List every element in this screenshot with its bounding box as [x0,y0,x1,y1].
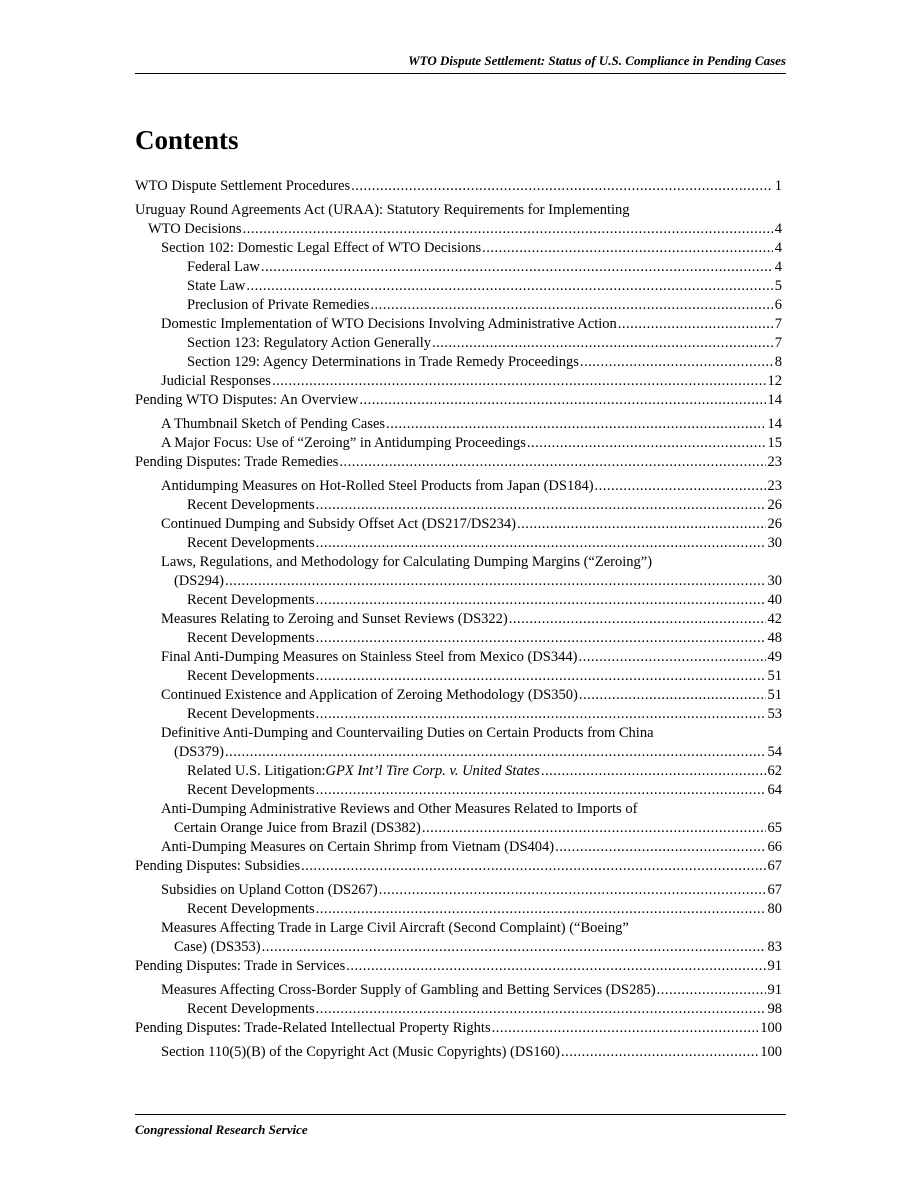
toc-entry[interactable] [135,762,782,781]
toc-page-number: 8 [774,354,782,370]
dot-leader [261,258,773,277]
toc-entry[interactable] [135,453,782,472]
toc-page-number: 62 [767,763,782,779]
toc-page-number: 1 [774,178,782,194]
toc-page-number: 23 [767,454,782,470]
toc-page-number: 80 [767,901,782,917]
toc-entry-title: Judicial Responses [161,373,271,389]
toc-page-number: 23 [767,478,782,494]
toc-entry-title: Pending Disputes: Trade in Services [135,958,346,974]
dot-leader [339,453,765,472]
dot-leader [379,881,766,900]
dot-leader [316,705,766,724]
toc-entry[interactable] [135,838,782,857]
header-rule [135,73,786,74]
toc-entry-title: (DS294) [174,573,224,589]
toc-page-number: 67 [767,882,782,898]
dot-leader [225,572,766,591]
dot-leader [386,415,765,434]
running-header: WTO Dispute Settlement: Status of U.S. Compliance in Pending Cases [408,53,786,68]
toc-entry-case-name: GPX Int’l Tire Corp. v. United States [325,763,540,779]
dot-leader [618,315,773,334]
toc-entry-title: Recent Developments [187,592,315,608]
dot-leader [370,296,772,315]
toc-entry[interactable] [135,353,782,372]
toc-entry[interactable] [135,534,782,553]
toc-entry[interactable] [135,724,782,762]
dot-leader [492,1019,759,1038]
dot-leader [316,534,766,553]
toc-page-number: 67 [767,858,782,874]
toc-page-number: 49 [767,649,782,665]
footer-rule [135,1114,786,1115]
toc-entry[interactable] [135,648,782,667]
toc-page-number: 5 [774,278,782,294]
toc-entry-title: Final Anti-Dumping Measures on Stainless Steel from Mexico (DS344) [161,649,578,665]
toc-entry[interactable] [135,201,782,239]
toc-entry[interactable] [135,800,782,838]
toc-entry[interactable] [135,667,782,686]
toc-entry[interactable] [135,881,782,900]
dot-leader [509,610,766,629]
dot-leader [316,900,766,919]
toc-entry-title: Recent Developments [187,630,315,646]
dot-leader [359,391,765,410]
dot-leader [246,277,772,296]
toc-entry[interactable] [135,705,782,724]
toc-page-number: 53 [767,706,782,722]
dot-leader [316,781,766,800]
dot-leader [346,957,765,976]
toc-page-number: 54 [767,744,782,760]
dot-leader [595,477,766,496]
toc-page-number: 66 [767,839,782,855]
toc-entry-title-line: Anti-Dumping Administrative Reviews and Other Measures Related to Imports of [161,801,638,817]
dot-leader [579,686,766,705]
toc-entry-title: Recent Developments [187,706,315,722]
dot-leader [541,762,766,781]
toc-page-number: 98 [767,1001,782,1017]
toc-entry-title: Recent Developments [187,901,315,917]
toc-entry-title: Section 110(5)(B) of the Copyright Act (Music Copyrights) (DS160) [161,1044,560,1060]
toc-entry[interactable] [135,334,782,353]
toc-page-number: 4 [774,221,782,237]
table-of-contents [135,177,782,1062]
toc-entry-title: Section 129: Agency Determinations in Trade Remedy Proceedings [187,354,579,370]
toc-entry[interactable] [135,610,782,629]
toc-page-number: 40 [767,592,782,608]
toc-page-number: 100 [760,1044,782,1060]
toc-entry-title: Section 123: Regulatory Action Generally [187,335,432,351]
toc-entry[interactable] [135,415,782,434]
page-title: Contents [135,125,239,155]
toc-entry[interactable] [135,477,782,496]
toc-page-number: 91 [767,958,782,974]
toc-entry-title-line: Measures Affecting Trade in Large Civil Aircraft (Second Complaint) (“Boeing” [161,920,629,936]
dot-leader [301,857,765,876]
toc-page-number: 26 [767,497,782,513]
toc-page-number: 26 [767,516,782,532]
toc-entry-title: Related U.S. Litigation: [187,763,326,779]
toc-entry-title: Continued Existence and Application of Zeroing Methodology (DS350) [161,687,578,703]
toc-entry[interactable] [135,258,782,277]
dot-leader [578,648,765,667]
toc-entry[interactable] [135,515,782,534]
toc-entry-title: Section 102: Domestic Legal Effect of WTO Decisions [161,240,482,256]
toc-entry-title: Measures Relating to Zeroing and Sunset Reviews (DS322) [161,611,508,627]
toc-page-number: 30 [767,573,782,589]
toc-entry[interactable] [135,315,782,334]
toc-page-number: 12 [767,373,782,389]
toc-entry-title-line: Laws, Regulations, and Methodology for Calculating Dumping Margins (“Zeroing”) [161,554,653,570]
toc-entry[interactable] [135,239,782,258]
toc-entry[interactable] [135,1000,782,1019]
toc-entry-title: Recent Developments [187,497,315,513]
dot-leader [316,629,766,648]
toc-entry[interactable] [135,900,782,919]
toc-page-number: 64 [767,782,782,798]
toc-entry-title: Recent Developments [187,782,315,798]
toc-page-number: 42 [767,611,782,627]
dot-leader [657,981,766,1000]
toc-entry[interactable] [135,686,782,705]
toc-page-number: 65 [767,820,782,836]
toc-entry-title: A Thumbnail Sketch of Pending Cases [161,416,386,432]
dot-leader [482,239,773,258]
toc-page-number: 14 [767,416,782,432]
dot-leader [316,591,766,610]
toc-entry-title: Anti-Dumping Measures on Certain Shrimp from Vietnam (DS404) [161,839,555,855]
toc-entry-title: Subsidies on Upland Cotton (DS267) [161,882,378,898]
toc-page-number: 4 [774,240,782,256]
toc-entry[interactable] [135,1043,782,1062]
toc-page-number: 6 [774,297,782,313]
toc-page-number: 15 [767,435,782,451]
toc-entry[interactable] [135,434,782,453]
toc-page-number: 83 [767,939,782,955]
toc-entry-title: Preclusion of Private Remedies [187,297,370,313]
toc-entry[interactable] [135,177,782,196]
toc-entry-title: A Major Focus: Use of “Zeroing” in Antidumping Proceedings [161,435,526,451]
dot-leader [243,220,773,239]
toc-entry-title: Recent Developments [187,668,315,684]
toc-entry[interactable] [135,857,782,876]
toc-page-number: 51 [767,668,782,684]
toc-entry-title-line: Uruguay Round Agreements Act (URAA): Statutory Requirements for Implementing [135,202,630,218]
toc-entry-title: Pending Disputes: Subsidies [135,858,301,874]
toc-entry-title-line: Definitive Anti-Dumping and Countervailing Duties on Certain Products from China [161,725,654,741]
toc-entry-title: Pending WTO Disputes: An Overview [135,392,359,408]
dot-leader [351,177,773,196]
dot-leader [262,938,766,957]
toc-page-number: 48 [767,630,782,646]
toc-entry-title: (DS379) [174,744,224,760]
toc-entry[interactable] [135,277,782,296]
toc-entry-title: Antidumping Measures on Hot-Rolled Steel Products from Japan (DS184) [161,478,594,494]
toc-entry[interactable] [135,553,782,591]
dot-leader [561,1043,758,1062]
dot-leader [316,496,766,515]
dot-leader [432,334,773,353]
toc-entry[interactable] [135,296,782,315]
dot-leader [527,434,766,453]
toc-page-number: 100 [760,1020,782,1036]
toc-entry[interactable] [135,372,782,391]
dot-leader [517,515,766,534]
toc-page-number: 30 [767,535,782,551]
toc-entry-title: Pending Disputes: Trade-Related Intellectual Property Rights [135,1020,491,1036]
toc-entry-title: Domestic Implementation of WTO Decisions Involving Administrative Action [161,316,617,332]
toc-entry-title: Measures Affecting Cross-Border Supply of Gambling and Betting Services (DS285) [161,982,656,998]
dot-leader [316,1000,766,1019]
toc-page-number: 7 [774,316,782,332]
toc-entry-title: WTO Dispute Settlement Procedures [135,178,351,194]
dot-leader [555,838,765,857]
toc-entry[interactable] [135,919,782,957]
dot-leader [422,819,766,838]
toc-entry-title: Certain Orange Juice from Brazil (DS382) [174,820,421,836]
toc-entry-title: Case) (DS353) [174,939,261,955]
toc-entry[interactable] [135,496,782,515]
toc-entry[interactable] [135,981,782,1000]
dot-leader [580,353,773,372]
toc-entry[interactable] [135,591,782,610]
toc-entry-title: State Law [187,278,246,294]
toc-entry-title: Pending Disputes: Trade Remedies [135,454,339,470]
toc-entry[interactable] [135,629,782,648]
dot-leader [316,667,766,686]
toc-entry[interactable] [135,781,782,800]
toc-page-number: 51 [767,687,782,703]
footer-text: Congressional Research Service [135,1122,308,1137]
toc-entry-title: WTO Decisions [148,221,242,237]
toc-entry[interactable] [135,957,782,976]
toc-entry-title: Federal Law [187,259,260,275]
toc-page-number: 91 [767,982,782,998]
toc-page-number: 7 [774,335,782,351]
toc-entry-title: Recent Developments [187,1001,315,1017]
dot-leader [272,372,766,391]
toc-entry[interactable] [135,391,782,410]
toc-entry-title: Recent Developments [187,535,315,551]
toc-entry-title: Continued Dumping and Subsidy Offset Act (DS217/DS234) [161,516,516,532]
toc-entry[interactable] [135,1019,782,1038]
toc-page-number: 4 [774,259,782,275]
toc-page-number: 14 [767,392,782,408]
dot-leader [225,743,766,762]
